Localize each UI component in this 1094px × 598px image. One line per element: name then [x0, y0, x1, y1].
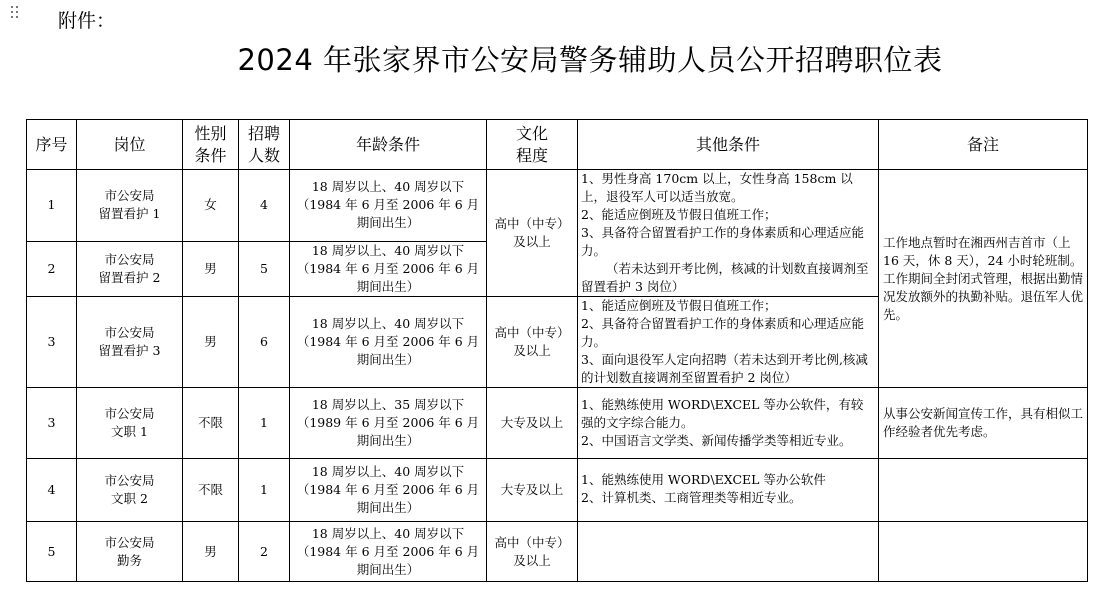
cell-age: 18 周岁以上、40 周岁以下 （1984 年 6 月至 2006 年 6 月 期间出生）	[290, 459, 487, 522]
cell-post: 市公安局 文职 1	[77, 388, 183, 459]
header-remark: 备注	[879, 120, 1088, 170]
cell-age: 18 周岁以上、40 周岁以下 （1984 年 6 月至 2006 年 6 月 期间出生）	[290, 241, 487, 296]
header-post: 岗位	[77, 120, 183, 170]
cell-count: 1	[239, 459, 290, 522]
other-conditions-text: 1、男性身高 170cm 以上，女性身高 158cm 以上，退役军人可以适当放宽。 2、能适应倒班及节假日值班工作； 3、具备符合留置看护工作的身体素质和心理适应能力。	[581, 171, 864, 258]
cell-gender: 女	[183, 170, 239, 242]
table-row	[27, 522, 1088, 582]
cell-other: 1、能适应倒班及节假日值班工作； 2、具备符合留置看护工作的身体素质和心理适应能力。 3、面向退役军人定向招聘（若未达到开考比例,核减的计划数直接调剂至留置看护 2 岗位）	[578, 297, 879, 388]
table-row	[27, 170, 1088, 242]
cell-count: 4	[239, 170, 290, 242]
other-conditions-note: （若未达到开考比例，核减的计划数直接调剂至留置看护 3 岗位）	[581, 261, 869, 294]
cell-count: 5	[239, 241, 290, 296]
cell-age: 18 周岁以上、40 周岁以下 （1984 年 6 月至 2006 年 6 月 期间出生）	[290, 297, 487, 388]
cell-post: 市公安局 留置看护 1	[77, 170, 183, 242]
cell-seq: 1	[27, 170, 77, 242]
cell-edu: 高中（中专） 及以上	[487, 522, 578, 582]
cell-gender: 男	[183, 297, 239, 388]
cell-gender: 男	[183, 522, 239, 582]
cell-remark	[879, 522, 1088, 582]
cell-post: 市公安局 留置看护 3	[77, 297, 183, 388]
cell-remark	[879, 459, 1088, 522]
cell-edu: 高中（中专） 及以上	[487, 170, 578, 297]
recruitment-table	[26, 119, 1088, 582]
cell-other: 1、能熟练使用 WORD\EXCEL 等办公软件，有较强的文字综合能力。 2、中国语言文学类、新闻传播学类等相近专业。	[578, 388, 879, 459]
cell-gender: 不限	[183, 388, 239, 459]
cell-count: 1	[239, 388, 290, 459]
cell-age: 18 周岁以上、35 周岁以下 （1989 年 6 月至 2006 年 6 月 期间出生）	[290, 388, 487, 459]
cell-other: 1、能熟练使用 WORD\EXCEL 等办公软件 2、计算机类、工商管理类等相近专业。	[578, 459, 879, 522]
cell-count: 6	[239, 297, 290, 388]
header-gender: 性别 条件	[183, 120, 239, 170]
cell-count: 2	[239, 522, 290, 582]
page-title: 2024 年张家界市公安局警务辅助人员公开招聘职位表	[237, 43, 943, 77]
drag-handle-icon[interactable]	[11, 6, 21, 20]
cell-seq: 2	[27, 241, 77, 296]
header-row	[27, 120, 1088, 170]
header-edu: 文化 程度	[487, 120, 578, 170]
cell-remark: 从事公安新闻宣传工作，具有相似工作经验者优先考虑。	[879, 388, 1088, 459]
header-other: 其他条件	[578, 120, 879, 170]
cell-edu: 高中（中专） 及以上	[487, 297, 578, 388]
cell-seq: 5	[27, 522, 77, 582]
cell-age: 18 周岁以上、40 周岁以下 （1984 年 6 月至 2006 年 6 月 期间出生）	[290, 170, 487, 242]
header-seq: 序号	[27, 120, 77, 170]
cell-gender: 不限	[183, 459, 239, 522]
cell-other	[578, 522, 879, 582]
table-row	[27, 459, 1088, 522]
cell-edu: 大专及以上	[487, 388, 578, 459]
header-count: 招聘 人数	[239, 120, 290, 170]
cell-other	[578, 170, 879, 297]
cell-post: 市公安局 留置看护 2	[77, 241, 183, 296]
cell-seq: 3	[27, 297, 77, 388]
cell-edu: 大专及以上	[487, 459, 578, 522]
attachment-label: 附件：	[58, 10, 116, 32]
cell-remark: 工作地点暂时在湘西州吉首市（上 16 天，休 8 天），24 小时轮班制。工作期间全封闭式管理，根据出勤情况发放额外的执勤补贴。退伍军人优先。	[879, 170, 1088, 388]
header-age: 年龄条件	[290, 120, 487, 170]
cell-seq: 4	[27, 459, 77, 522]
cell-post: 市公安局 勤务	[77, 522, 183, 582]
table-row	[27, 388, 1088, 459]
cell-post: 市公安局 文职 2	[77, 459, 183, 522]
cell-gender: 男	[183, 241, 239, 296]
cell-seq: 3	[27, 388, 77, 459]
cell-age: 18 周岁以上、40 周岁以下 （1984 年 6 月至 2006 年 6 月 期间出生）	[290, 522, 487, 582]
